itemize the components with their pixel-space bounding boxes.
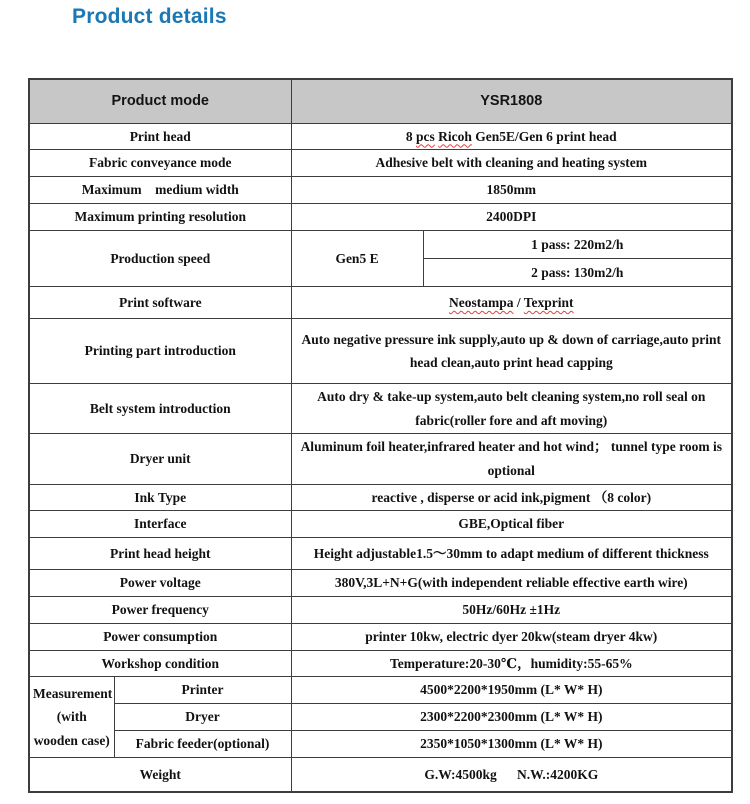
header-product-mode: Product mode: [29, 79, 291, 123]
table-row: [29, 123, 732, 150]
fabric-conveyance-label: Fabric conveyance mode: [29, 150, 291, 177]
power-frequency-label: Power frequency: [29, 597, 291, 624]
interface-value: GBE,Optical fiber: [291, 511, 732, 538]
power-frequency-value: 50Hz/60Hz ±1Hz: [291, 597, 732, 624]
table-row: [29, 79, 732, 123]
print-head-height-value: Height adjustable1.5～30mm to adapt medium of different thickness: [291, 538, 732, 570]
weight-value: G.W:4500kg N.W.:4200KG: [291, 758, 732, 792]
printing-part-value: Auto negative pressure ink supply,auto up & down of carriage,auto print head clean,auto print head capping: [291, 319, 732, 384]
production-speed-pass1: 1 pass: 220m2/h: [423, 231, 732, 259]
max-print-resolution-value: 2400DPI: [291, 204, 732, 231]
belt-system-value: Auto dry & take-up system,auto belt cleaning system,no roll seal on fabric(roller fore and aft moving): [291, 384, 732, 434]
max-medium-width-label: Maximum medium width: [29, 177, 291, 204]
power-consumption-label: Power consumption: [29, 623, 291, 650]
table-row: [29, 538, 732, 570]
table-row: [29, 758, 732, 792]
print-head-value: [291, 123, 732, 150]
production-speed-pass2: 2 pass: 130m2/h: [423, 259, 732, 287]
header-model-value: YSR1808: [291, 79, 732, 123]
text-segment: 8: [405, 128, 416, 144]
workshop-condition-value: Temperature:20-30℃，humidity:55-65%: [291, 650, 732, 677]
weight-label: Weight: [29, 758, 291, 792]
table-row: [29, 384, 732, 434]
interface-label: Interface: [29, 511, 291, 538]
table-row: [29, 150, 732, 177]
table-row: [29, 704, 732, 731]
table-row: [29, 650, 732, 677]
measurement-printer-label: Printer: [114, 677, 291, 704]
print-head-height-label: Print head height: [29, 538, 291, 570]
table-row: [29, 434, 732, 484]
table-row: [29, 177, 732, 204]
table-row: [29, 231, 732, 259]
measurement-label: Measurement (with wooden case): [29, 677, 114, 758]
spellcheck-word: Neostampa: [449, 294, 514, 310]
power-consumption-value: printer 10kw, electric dyer 20kw(steam dryer 4kw): [291, 623, 732, 650]
table-row: [29, 511, 732, 538]
text-segment: /: [513, 294, 524, 310]
page-title: Product details: [72, 5, 227, 28]
product-spec-table: [28, 78, 733, 793]
max-medium-width-value: 1850mm: [291, 177, 732, 204]
measurement-fabric-feeder-value: 2350*1050*1300mm (L* W* H): [291, 731, 732, 758]
table-row: [29, 319, 732, 384]
measurement-dryer-label: Dryer: [114, 704, 291, 731]
print-software-label: Print software: [29, 287, 291, 319]
measurement-printer-value: 4500*2200*1950mm (L* W* H): [291, 677, 732, 704]
table-row: [29, 287, 732, 319]
production-speed-engine: Gen5 E: [291, 231, 423, 287]
power-voltage-label: Power voltage: [29, 570, 291, 597]
spellcheck-word: Ricoh: [438, 128, 472, 144]
spellcheck-word: pcs: [416, 128, 435, 144]
table-row: [29, 484, 732, 511]
table-row: [29, 731, 732, 758]
max-print-resolution-label: Maximum printing resolution: [29, 204, 291, 231]
dryer-unit-label: Dryer unit: [29, 434, 291, 484]
table-row: [29, 597, 732, 624]
print-head-label: Print head: [29, 123, 291, 150]
spellcheck-word: Texprint: [523, 294, 574, 310]
printing-part-label: Printing part introduction: [29, 319, 291, 384]
power-voltage-value: 380V,3L+N+G(with independent reliable effective earth wire): [291, 570, 732, 597]
fabric-conveyance-value: Adhesive belt with cleaning and heating system: [291, 150, 732, 177]
ink-type-value: reactive , disperse or acid ink,pigment （8 color): [291, 484, 732, 511]
ink-type-label: Ink Type: [29, 484, 291, 511]
measurement-fabric-feeder-label: Fabric feeder(optional): [114, 731, 291, 758]
measurement-dryer-value: 2300*2200*2300mm (L* W* H): [291, 704, 732, 731]
table-row: [29, 677, 732, 704]
belt-system-label: Belt system introduction: [29, 384, 291, 434]
print-software-value: [291, 287, 732, 319]
dryer-unit-value: Aluminum foil heater,infrared heater and hot wind； tunnel type room is optional: [291, 434, 732, 484]
table-row: [29, 623, 732, 650]
text-segment: Gen5E/Gen 6 print head: [471, 128, 617, 144]
production-speed-label: Production speed: [29, 231, 291, 287]
table-row: [29, 204, 732, 231]
table-row: [29, 570, 732, 597]
workshop-condition-label: Workshop condition: [29, 650, 291, 677]
